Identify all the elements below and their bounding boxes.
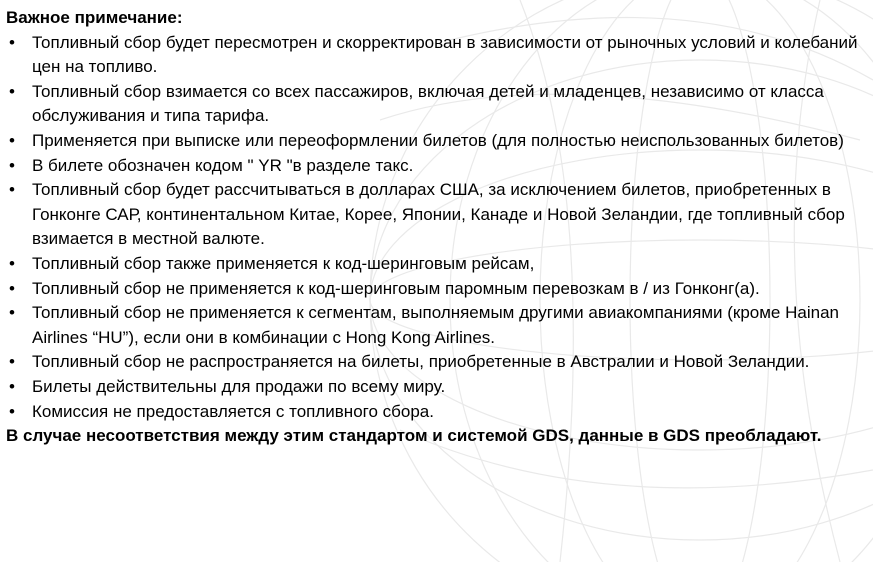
list-item (6, 375, 866, 400)
list-item-text: Комиссия не предоставляется с топливного сбора. (32, 401, 434, 421)
list-item-text: Топливный сбор будет пересмотрен и скорректирован в зависимости от рыночных условий и колебаний цен на топливо. (32, 32, 858, 77)
list-item (6, 301, 866, 350)
note-heading: Важное примечание: (6, 8, 183, 27)
important-note-document (6, 6, 866, 449)
bullet-icon: • (9, 130, 15, 150)
list-item-text: В билете обозначен кодом " YR "в разделе такс. (32, 155, 414, 175)
list-item (6, 80, 866, 129)
list-item (6, 31, 866, 80)
bullet-icon: • (9, 401, 15, 421)
list-item-text: Топливный сбор не применяется к сегментам, выполняемым другими авиакомпаниями (кроме Hainan Airlines “HU”), если они в комбинации с Hong Kong Airlines. (32, 303, 839, 347)
bullet-icon: • (9, 253, 15, 273)
list-item-text: Топливный сбор не применяется к код-шеринговым паромным перевозкам в / из Гонконг(а). (32, 278, 760, 298)
list-item (6, 154, 866, 179)
bullet-icon: • (9, 376, 15, 396)
list-item (6, 277, 866, 302)
bullet-icon: • (9, 278, 15, 298)
bullet-icon: • (9, 303, 15, 323)
list-item-text: Топливный сбор также применяется к код-шеринговым рейсам, (32, 253, 535, 273)
bullet-icon: • (9, 81, 15, 101)
list-item (6, 178, 866, 252)
list-item (6, 350, 866, 375)
bullet-icon: • (9, 352, 15, 372)
list-item-text: Топливный сбор не распространяется на билеты, приобретенные в Австралии и Новой Зеландии. (32, 352, 810, 372)
note-list (6, 31, 866, 425)
list-item (6, 129, 866, 154)
list-item (6, 400, 866, 425)
bullet-icon: • (9, 155, 15, 175)
list-item-text: Применяется при выписке или переоформлении билетов (для полностью неиспользованных билетов) (32, 130, 844, 150)
list-item-text: Топливный сбор взимается со всех пассажиров, включая детей и младенцев, независимо от класса обслуживания и типа тарифа. (32, 81, 824, 126)
list-item-text: Билеты действительны для продажи по всему миру. (32, 376, 446, 396)
list-item-text: Топливный сбор будет рассчитываться в долларах США, за исключением билетов, приобретенных в Гонконге САР, континентальном Китае, Корее, Японии, Канаде и Новой Зеландии, где топливный сбор взимается в местной валюте. (32, 180, 845, 249)
list-item (6, 252, 866, 277)
gds-precedence-note: В случае несоответствия между этим стандартом и системой GDS, данные в GDS преобладают. (6, 426, 822, 446)
bullet-icon: • (9, 32, 15, 52)
bullet-icon: • (9, 180, 15, 200)
